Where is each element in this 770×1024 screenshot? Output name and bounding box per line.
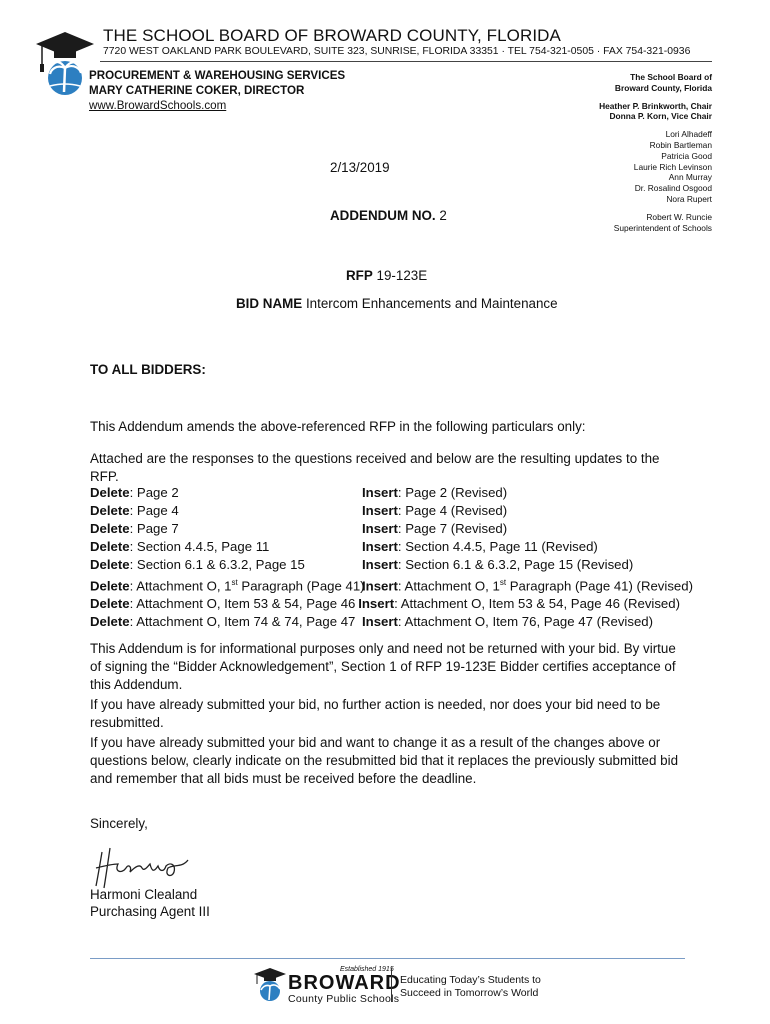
delete-item: Section 6.1 & 6.3.2, Page 15: [136, 556, 305, 572]
insert-item: Section 4.4.5, Page 11 (Revised): [405, 538, 598, 554]
addendum-label: ADDENDUM NO.: [330, 208, 436, 223]
board-member: Robin Bartleman: [649, 139, 712, 150]
board-member: Nora Rupert: [666, 193, 712, 204]
delete-label: Delete: [90, 502, 130, 518]
ordinal-suffix: st: [499, 577, 507, 587]
rfp-heading: [346, 268, 427, 283]
delete-item: Attachment O, Item 53 & 54, Page 46: [136, 595, 356, 611]
delete-label: Delete: [90, 613, 130, 629]
insert-item: Attachment O, Item 76, Page 47 (Revised): [404, 613, 654, 629]
paragraph-resubmit: If you have already submitted your bid and want to change it as a result of the changes above or questions below, clearly indicate on the resubmitted bid that it replaces the previously submitted bid and remember that all bids must be received before the deadline.: [90, 735, 679, 786]
signature-icon: [92, 842, 192, 892]
board-heading-line2: Broward County, Florida: [614, 82, 712, 93]
superintendent-name: Robert W. Runcie: [646, 211, 712, 222]
insert-label: Insert: [362, 502, 398, 518]
delete-label: Delete: [90, 577, 130, 593]
changes-list: [90, 484, 693, 631]
paragraph-scope: This Addendum amends the above-referenced RFP in the following particulars only:: [90, 419, 586, 434]
delete-item: Page 2: [136, 485, 179, 500]
insert-item: Attachment O, Item 53 & 54, Page 46 (Revised): [400, 595, 680, 611]
change-row: Delete: Page 2 Insert: Page 2 (Revised): [90, 485, 508, 500]
footer-tagline-line1: Educating Today’s Students to: [400, 974, 541, 986]
bid-name-value: Intercom Enhancements and Maintenance: [305, 296, 558, 311]
delete-item: Attachment O, Item 74 & 74, Page 47: [136, 613, 356, 629]
bid-name-heading: [236, 296, 558, 311]
footer-divider: [90, 958, 685, 959]
board-member: Laurie Rich Levinson: [633, 161, 712, 172]
insert-item: Page 2 (Revised): [405, 485, 508, 500]
insert-item: Section 6.1 & 6.3.2, Page 15 (Revised): [405, 556, 634, 572]
delete-label: Delete: [90, 538, 130, 554]
paragraph-informational: This Addendum is for informational purposes only and need not be returned with your bid. By virtue of signing the “Bidder Acknowledgement”, Section 1 of RFP 19-123E Bidder certifies acceptance of this Addendum.: [90, 641, 676, 692]
department-block: [89, 68, 345, 113]
bid-name-label: BID NAME: [236, 296, 303, 311]
signer-title: Purchasing Agent III: [90, 904, 210, 919]
change-row: Delete: Section 6.1 & 6.3.2, Page 15 Insert: Section 6.1 & 6.3.2, Page 15 (Revised): [90, 556, 634, 572]
insert-label: Insert: [362, 538, 398, 554]
rfp-number: 19-123E: [376, 268, 428, 283]
delete-item-rest: Paragraph (Page 41): [237, 577, 365, 593]
signer-name: Harmoni Clealand: [90, 887, 198, 902]
director-name: MARY CATHERINE COKER, DIRECTOR: [89, 84, 305, 97]
addendum-heading: [330, 208, 447, 223]
board-chair: Heather P. Brinkworth, Chair: [599, 100, 712, 111]
delete-item: Page 7: [136, 520, 179, 536]
insert-item: Page 7 (Revised): [405, 520, 508, 536]
signer-block: [90, 886, 210, 920]
salutation: TO ALL BIDDERS:: [90, 362, 206, 377]
letterhead-title: THE SCHOOL BOARD OF BROWARD COUNTY, FLORIDA: [103, 26, 561, 45]
department-name: PROCUREMENT & WAREHOUSING SERVICES: [89, 69, 346, 82]
delete-label: Delete: [90, 520, 130, 536]
board-heading-line1: The School Board of: [630, 72, 712, 82]
change-row: Delete: Page 4 Insert: Page 4 (Revised): [90, 502, 508, 518]
board-member: Dr. Rosalind Osgood: [634, 183, 712, 194]
insert-label: Insert: [362, 556, 398, 572]
addendum-number: 2: [439, 208, 447, 223]
footer-tagline-line2: Succeed in Tomorrow’s World: [400, 987, 539, 999]
delete-item: Attachment O, 1: [136, 577, 232, 593]
insert-label: Insert: [362, 577, 398, 593]
insert-label: Insert: [362, 613, 398, 629]
board-vice-chair: Donna P. Korn, Vice Chair: [609, 111, 712, 122]
footer-established: Established 1915: [340, 966, 394, 973]
change-row: Delete: Section 4.4.5, Page 11 Insert: Section 4.4.5, Page 11 (Revised): [90, 538, 598, 554]
change-row: Delete: Page 7 Insert: Page 7 (Revised): [90, 520, 508, 536]
change-row: Delete: Attachment O, 1st Paragraph (Page 41) Insert: Attachment O, 1st Paragraph (Page 41) (Revised): [90, 577, 693, 593]
insert-label: Insert: [362, 520, 398, 536]
insert-item-rest: Paragraph (Page 41) (Revised): [506, 577, 693, 593]
footer-brand-name: BROWARD: [288, 972, 401, 994]
board-members-list: [599, 72, 712, 233]
letterhead-address: 7720 WEST OAKLAND PARK BOULEVARD, SUITE 323, SUNRISE, FLORIDA 33351 · TEL 754-321-0505 · FAX 754-321-0936: [103, 46, 691, 57]
footer-brand-subtitle: County Public Schools: [288, 993, 400, 1005]
broward-logo-icon: [253, 966, 287, 1002]
insert-item: Page 4 (Revised): [405, 502, 508, 518]
rfp-label: RFP: [346, 268, 373, 283]
school-board-logo-icon: [34, 26, 96, 102]
board-member: Lori Alhadeff: [665, 129, 712, 140]
superintendent-title: Superintendent of Schools: [613, 222, 712, 233]
board-member: Ann Murray: [668, 172, 712, 183]
change-row: Delete: Attachment O, Item 74 & 74, Page 47 Insert: Attachment O, Item 76, Page 47 (Revised): [90, 613, 654, 629]
paragraph-no-action: If you have already submitted your bid, no further action is needed, nor does your bid need to be resubmitted.: [90, 697, 661, 730]
footer-vertical-divider: [391, 968, 392, 1002]
website-link[interactable]: www.BrowardSchools.com: [89, 99, 227, 112]
delete-item: Page 4: [136, 502, 179, 518]
footer-tagline: [400, 974, 541, 1000]
insert-label: Insert: [362, 485, 398, 500]
insert-item: Attachment O, 1: [404, 577, 500, 593]
closing: Sincerely,: [90, 816, 148, 831]
board-member: Patricia Good: [661, 150, 712, 161]
delete-label: Delete: [90, 485, 130, 500]
delete-item: Section 4.4.5, Page 11: [136, 538, 270, 554]
paragraph-attached: Attached are the responses to the questions received and below are the resulting updates to the RFP.: [90, 451, 660, 484]
letterhead-divider: [100, 61, 712, 62]
change-row: Delete: Attachment O, Item 53 & 54, Page 46 Insert: Attachment O, Item 53 & 54, Page 46 (Revised): [90, 595, 680, 611]
insert-label: Insert: [358, 595, 395, 611]
delete-label: Delete: [90, 595, 130, 611]
delete-label: Delete: [90, 556, 130, 572]
ordinal-suffix: st: [231, 577, 238, 587]
document-date: 2/13/2019: [330, 160, 390, 175]
